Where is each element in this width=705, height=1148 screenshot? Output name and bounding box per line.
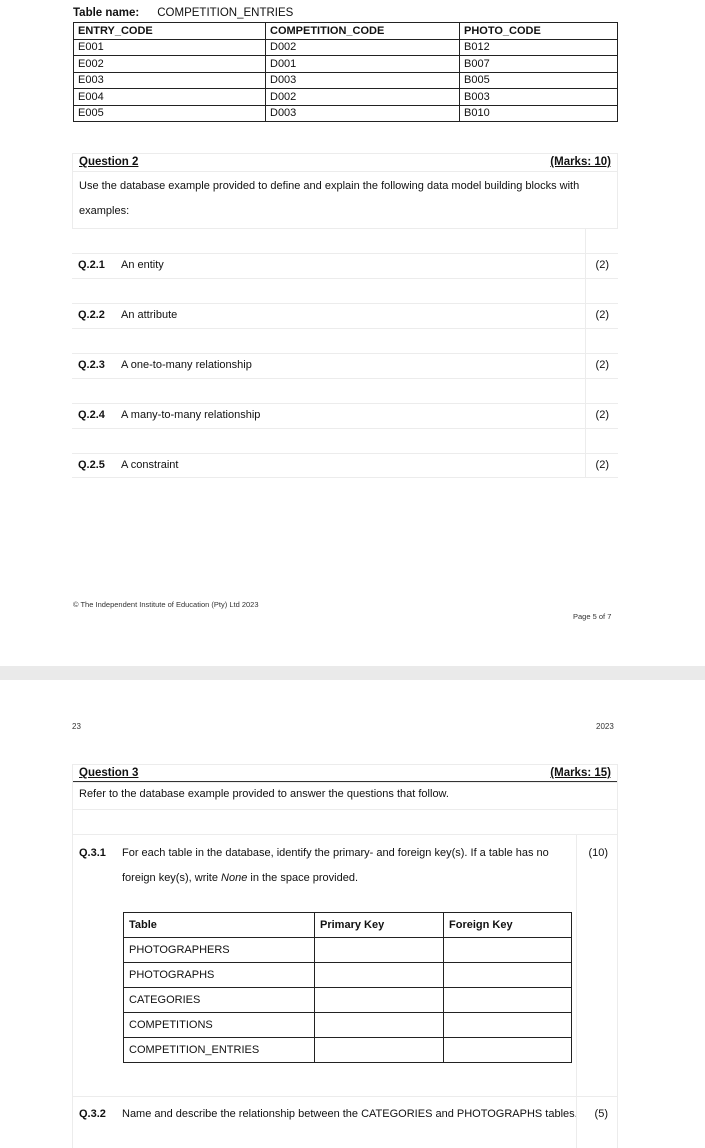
answer-space: [72, 328, 618, 353]
foreign-key-cell[interactable]: [444, 963, 572, 988]
column-header: PHOTO_CODE: [460, 23, 618, 40]
column-header: Primary Key: [315, 913, 444, 938]
foreign-key-cell[interactable]: [444, 938, 572, 963]
subquestion-marks: (2): [595, 459, 609, 471]
subquestion-number: Q.2.4: [78, 409, 105, 421]
table-cell: PHOTOGRAPHERS: [124, 938, 315, 963]
subquestion-text-part: in the space provided.: [247, 872, 359, 884]
subquestion-row: [72, 403, 618, 428]
table-name-label: Table name:: [73, 7, 140, 19]
table-cell: E005: [74, 105, 266, 122]
table-name-line: [73, 7, 293, 19]
table-row: [74, 89, 618, 106]
table-row: [74, 39, 618, 56]
question-3-header-row: [72, 764, 618, 782]
table-header-row: [124, 913, 572, 938]
table-row: [124, 1013, 572, 1038]
table-row: [74, 72, 618, 89]
table-cell: E004: [74, 89, 266, 106]
subquestion-marks: (5): [594, 1108, 608, 1120]
subquestion-row: [72, 453, 618, 478]
table-header-row: [74, 23, 618, 40]
subquestion-text-part: For each table in the database, identify the primary- and foreign key(s). If a table has no foreign key(s), write: [122, 847, 549, 884]
table-row: [124, 963, 572, 988]
spacer-row: [72, 809, 618, 834]
subquestion-number: Q.3.1: [79, 847, 106, 859]
subquestion-number: Q.2.2: [78, 309, 105, 321]
subquestion-marks: (10): [588, 847, 608, 859]
question-2-header-row: [72, 153, 618, 171]
primary-key-cell[interactable]: [315, 988, 444, 1013]
foreign-key-cell[interactable]: [444, 1013, 572, 1038]
copyright-footer: © The Independent Institute of Education (Pty) Ltd 2023: [73, 600, 259, 609]
subquestion-row: [72, 834, 618, 906]
question-marks: (Marks: 15): [550, 767, 611, 779]
table-cell: B005: [460, 72, 618, 89]
answer-space: [72, 378, 618, 403]
subquestion-marks: (2): [595, 409, 609, 421]
page-separator: [0, 666, 705, 680]
primary-key-cell[interactable]: [315, 938, 444, 963]
question-title: Question 3: [79, 767, 139, 779]
page-number: Page 5 of 7: [573, 612, 612, 621]
question-3-text-row: [72, 782, 618, 809]
subquestion-row: [72, 353, 618, 378]
subquestion-text: An entity: [121, 259, 164, 271]
primary-key-cell[interactable]: [315, 963, 444, 988]
subquestion-text: A one-to-many relationship: [121, 359, 252, 371]
table-cell: E001: [74, 39, 266, 56]
answer-space: [72, 428, 618, 453]
subquestion-marks: (2): [595, 259, 609, 271]
question-text: Refer to the database example provided to answer the questions that follow.: [79, 788, 449, 800]
question-text: Use the database example provided to define and explain the following data model building blocks with examples:: [79, 180, 580, 217]
table-cell: B003: [460, 89, 618, 106]
header-right: 2023: [596, 722, 614, 731]
subquestion-row: [72, 303, 618, 328]
table-cell: B010: [460, 105, 618, 122]
table-cell: D003: [266, 105, 460, 122]
table-name-value: COMPETITION_ENTRIES: [157, 7, 294, 19]
emphasis-text: None: [221, 872, 248, 884]
table-row: [124, 988, 572, 1013]
column-header: Table: [124, 913, 315, 938]
table-cell: B007: [460, 56, 618, 73]
table-row: [124, 1038, 572, 1063]
table-cell: COMPETITION_ENTRIES: [124, 1038, 315, 1063]
question-2-header: [73, 154, 617, 171]
subquestion-marks: (2): [595, 359, 609, 371]
table-cell: D001: [266, 56, 460, 73]
answer-space: [72, 278, 618, 303]
table-cell: E003: [74, 72, 266, 89]
subquestion-row: [72, 1096, 618, 1148]
question-2-box: [72, 153, 618, 478]
table-cell: D002: [266, 39, 460, 56]
subquestion-marks: (2): [595, 309, 609, 321]
subquestion-number: Q.2.5: [78, 459, 105, 471]
competition-entries-table: [73, 22, 618, 122]
keys-table: [123, 912, 572, 1063]
table-cell: E002: [74, 56, 266, 73]
question-title: Question 2: [79, 156, 139, 168]
subquestion-row: [72, 253, 618, 278]
table-cell: COMPETITIONS: [124, 1013, 315, 1038]
question-2-text-row: [72, 171, 618, 228]
subquestion-number: Q.2.3: [78, 359, 105, 371]
foreign-key-cell[interactable]: [444, 988, 572, 1013]
subquestion-text: [122, 841, 580, 891]
subquestion-number: Q.2.1: [78, 259, 105, 271]
spacer-row: [72, 228, 618, 253]
column-header: ENTRY_CODE: [74, 23, 266, 40]
subquestion-text: A many-to-many relationship: [121, 409, 261, 421]
table-cell: CATEGORIES: [124, 988, 315, 1013]
table-row: [124, 938, 572, 963]
table-cell: D002: [266, 89, 460, 106]
primary-key-cell[interactable]: [315, 1013, 444, 1038]
subquestion-text: A constraint: [121, 459, 179, 471]
header-left: 23: [72, 722, 81, 731]
table-cell: PHOTOGRAPHS: [124, 963, 315, 988]
foreign-key-cell[interactable]: [444, 1038, 572, 1063]
column-header: Foreign Key: [444, 913, 572, 938]
subquestion-number: Q.3.2: [79, 1108, 106, 1120]
table-row: [74, 56, 618, 73]
table-cell: D003: [266, 72, 460, 89]
question-3-header: [73, 765, 617, 782]
table-row: [74, 105, 618, 122]
primary-key-cell[interactable]: [315, 1038, 444, 1063]
question-marks: (Marks: 10): [550, 156, 611, 168]
subquestion-text: Name and describe the relationship between the CATEGORIES and PHOTOGRAPHS tables.: [122, 1108, 578, 1120]
subquestion-text: An attribute: [121, 309, 178, 321]
table-cell: B012: [460, 39, 618, 56]
column-header: COMPETITION_CODE: [266, 23, 460, 40]
